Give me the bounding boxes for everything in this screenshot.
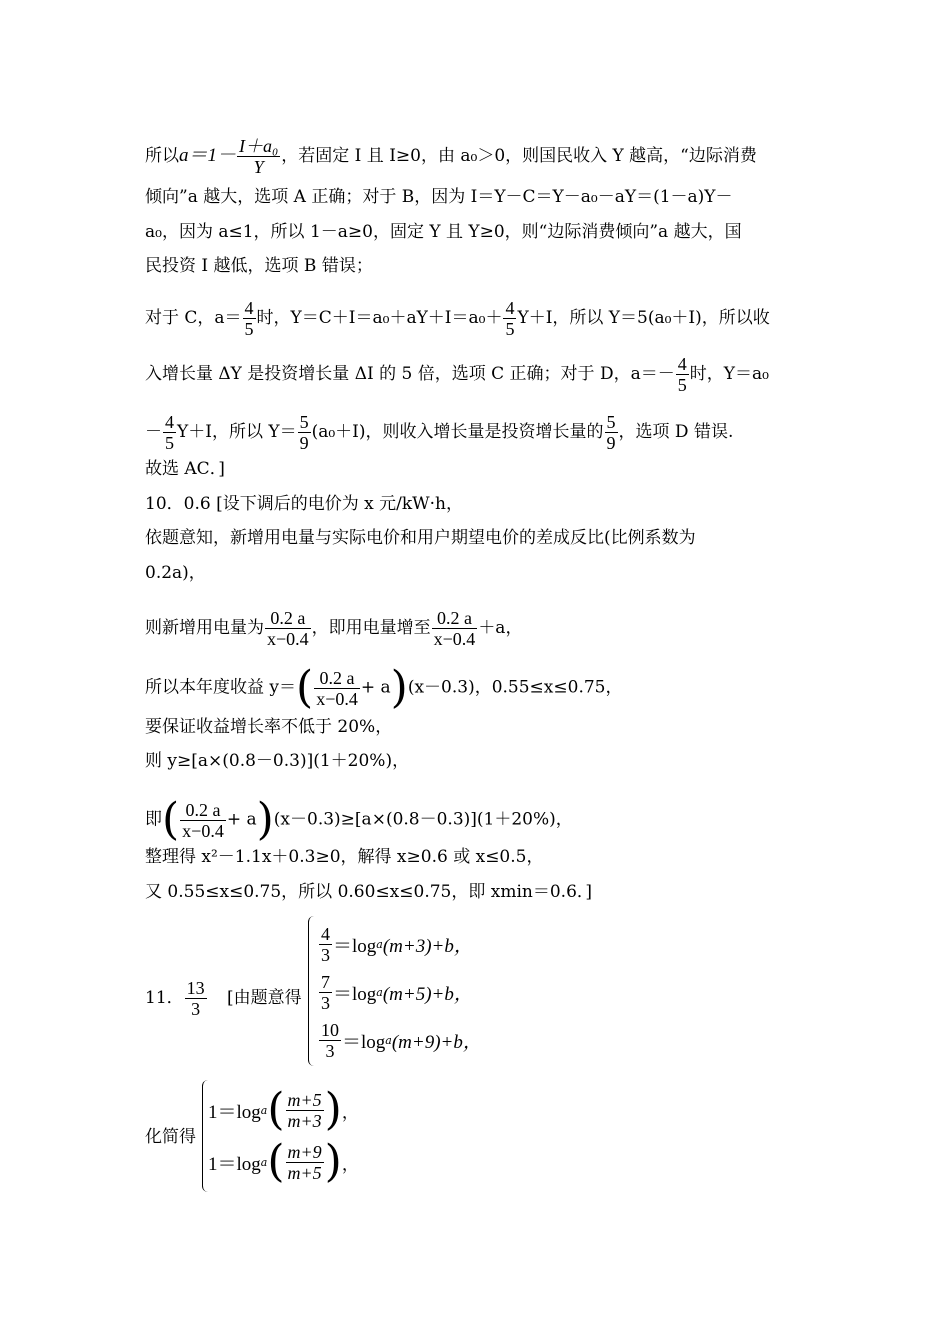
fraction-den: 5 (165, 433, 174, 453)
text: (x－0.3)≥[a×(0.8－0.3)](1＋20%)， (273, 809, 573, 830)
equation-row: 1＝log a ( $\frac{m+5}{m+3}$ ) ， (208, 1084, 359, 1135)
fraction-num: 13 (186, 978, 205, 998)
fraction-num: 4 (244, 298, 254, 318)
fraction-num: 5 (299, 412, 309, 432)
fraction-den: 5 (677, 375, 687, 395)
fraction: $\frac{m+5}{m+3}$ (287, 1089, 322, 1131)
text: Y＋I，所以 Y＝ (177, 422, 297, 442)
fraction (605, 412, 618, 453)
text: 所以 (145, 146, 179, 166)
fraction-den: 9 (299, 433, 309, 453)
system-brace (308, 916, 317, 1066)
fraction-num: 0.2 a (185, 799, 221, 820)
line-15: 则 y≥[a×(0.8－0.3)](1＋20%)， (145, 751, 410, 771)
problem-number: 11． (145, 988, 184, 1008)
text: 即 (145, 809, 162, 830)
fraction (243, 298, 256, 339)
fraction (237, 136, 280, 177)
fraction-num: 4 (165, 412, 174, 432)
text: ，即用电量增至 (311, 618, 431, 638)
line-10: 依题意知，新增用电量与实际电价和用户期望电价的差成反比(比例系数为 (145, 528, 696, 548)
fraction (298, 412, 311, 453)
text: ＋a， (478, 618, 523, 638)
line-5 (145, 298, 770, 339)
line-6 (145, 354, 769, 395)
fraction-den: x−0.4 (267, 629, 309, 649)
line-18: 又 0.55≤x≤0.75，所以 0.60≤x≤0.75，即 xmin＝0.6．] (145, 882, 593, 902)
fraction (676, 354, 689, 395)
fraction-num: 4 (677, 354, 687, 374)
fraction-num: 0.2 a (270, 608, 306, 628)
text: 时，Y＝C＋I＝a₀＋aY＋I＝a₀＋ (256, 308, 503, 328)
text: － (145, 422, 162, 442)
line-7 (145, 412, 733, 453)
line-1 (145, 136, 757, 177)
fraction: $\frac{4}{3}$ (321, 923, 330, 965)
equation-row: 1＝log a ( $\frac{m+9}{m+5}$ ) ， (208, 1136, 359, 1187)
fraction-num: I＋a₀ (239, 136, 279, 156)
line-13: 所以本年度收益 y＝( $\frac{0.2 a}{x-0.4}$ + a)(x－0.3)，0.55≤x≤0.75， (145, 662, 623, 713)
fraction-den: 3 (191, 999, 201, 1019)
math-text: + a (360, 677, 391, 698)
fraction-num: 5 (606, 412, 616, 432)
fraction (432, 608, 478, 649)
equation-row: $\frac{7}{3}$ ＝log a (m+5)+b， (321, 971, 473, 1013)
equation-row: $\frac{4}{3}$ ＝log a (m+3)+b， (321, 923, 473, 965)
fraction-num: 0.2 a (319, 667, 355, 688)
answer-fraction (185, 978, 207, 1019)
fraction (180, 800, 226, 841)
line-14: 要保证收益增长率不低于 20%， (145, 717, 393, 737)
fraction-den: Y (253, 157, 264, 177)
text: ，选项 D 错误. (618, 422, 734, 442)
line-4: 民投资 I 越低，选项 B 错误； (145, 256, 373, 276)
text: 所以本年度收益 y＝ (145, 677, 297, 698)
fraction-den: 5 (244, 319, 254, 339)
text: 则新增用电量为 (145, 618, 264, 638)
line-11: 0.2a)， (145, 563, 206, 583)
fraction (265, 608, 311, 649)
fraction (503, 298, 516, 339)
text: 时，Y＝a₀ (689, 364, 769, 384)
fraction (163, 412, 176, 453)
fraction: $\frac{10}{3}$ (321, 1019, 339, 1061)
line-20: 化简得 (145, 1127, 196, 1147)
fraction-den: 5 (505, 319, 515, 339)
text: (x－0.3)，0.55≤x≤0.75， (407, 677, 623, 698)
line-3: a₀，因为 a≤1，所以 1－a≥0，固定 Y 且 Y≥0，则“边际消费倾向”a 越大，国 (145, 222, 742, 242)
fraction-den: x−0.4 (182, 820, 224, 841)
fraction-num: 4 (505, 298, 515, 318)
text: 对于 C，a＝ (145, 308, 242, 328)
equation-row: $\frac{10}{3}$ ＝log a (m+9)+b， (321, 1019, 482, 1061)
math-text: + a (226, 809, 257, 830)
equation-system-11 (318, 920, 482, 1064)
fraction-den: x−0.4 (316, 688, 358, 709)
fraction-num: 0.2 a (436, 608, 472, 628)
fraction-den: x−0.4 (433, 629, 476, 649)
fraction (314, 668, 360, 709)
text: [由题意得 (227, 988, 302, 1008)
text: Y＋I，所以 Y＝5(a₀＋I)，所以收 (517, 308, 770, 328)
equation-system-simplified (208, 1084, 359, 1188)
text: ，若固定 I 且 I≥0，由 a₀＞0，则国民收入 Y 越高，“边际消费 (281, 146, 757, 166)
line-19 (145, 978, 302, 1019)
text: (a₀＋I)，则收入增长量是投资增长量的 (311, 422, 604, 442)
line-12 (145, 608, 522, 649)
line-16: 即( $\frac{0.2 a}{x-0.4}$ + a)(x－0.3)≥[a×(0.8－0.3)](1＋20%)， (145, 794, 573, 845)
line-8: 故选 AC．] (145, 459, 225, 479)
fraction: $\frac{7}{3}$ (321, 971, 330, 1013)
line-9: 10．0.6 [设下调后的电价为 x 元/kW·h， (145, 494, 463, 514)
text: 入增长量 ΔY 是投资增长量 ΔI 的 5 倍，选项 C 正确；对于 D，a＝－ (145, 364, 675, 384)
line-17: 整理得 x²－1.1x＋0.3≥0，解得 x≥0.6 或 x≤0.5， (145, 847, 544, 867)
fraction-den: 9 (606, 433, 616, 453)
line-2: 倾向”a 越大，选项 A 正确；对于 B，因为 I＝Y－C＝Y－a₀－aY＝(1－a)Y－ (145, 187, 733, 207)
math-text: a＝1－ (179, 145, 237, 166)
fraction: $\frac{m+9}{m+5}$ (287, 1141, 322, 1183)
